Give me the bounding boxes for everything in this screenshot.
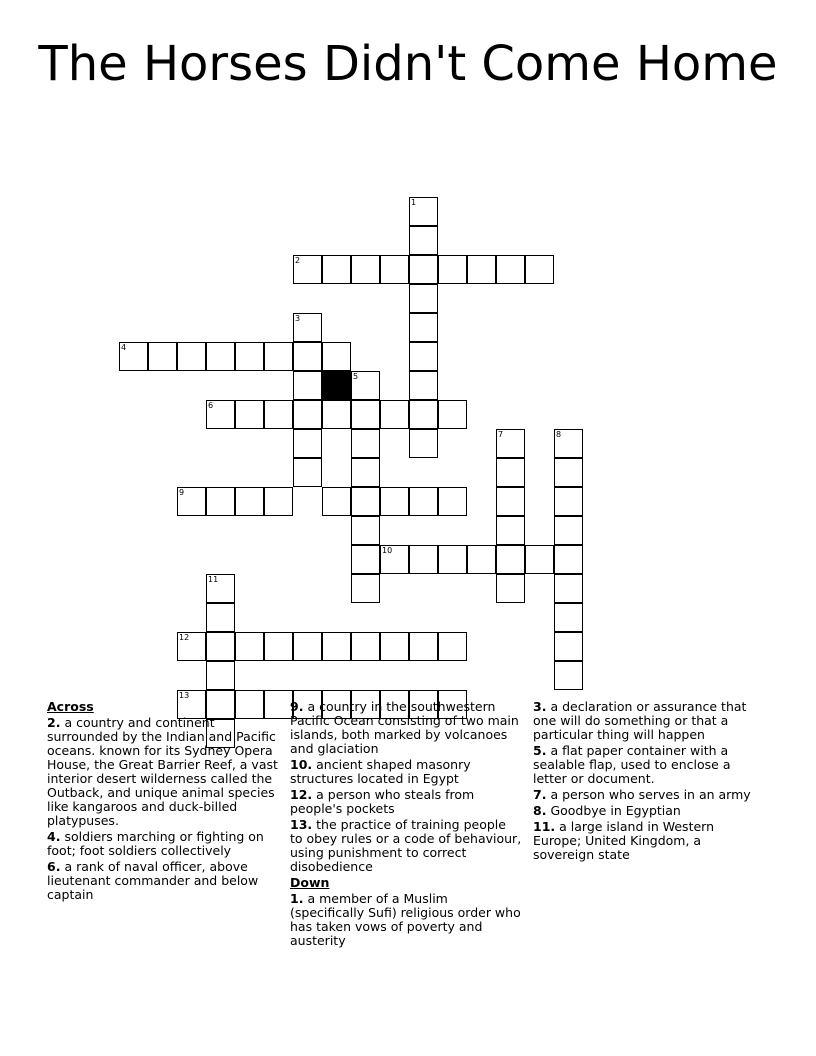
clue-number: 4	[121, 343, 127, 352]
grid-cell[interactable]	[409, 197, 438, 226]
grid-cell[interactable]	[554, 574, 583, 603]
grid-cell[interactable]	[351, 545, 380, 574]
grid-cell[interactable]	[409, 226, 438, 255]
clue-down-11: 11. a large island in Western Europe; United Kingdom, a sovereign state	[533, 819, 715, 862]
clue-number: 6	[208, 401, 214, 410]
clue-number: 2	[295, 256, 301, 265]
grid-cell[interactable]	[351, 516, 380, 545]
grid-cell[interactable]	[235, 487, 264, 516]
grid-cell[interactable]	[322, 255, 351, 284]
clue-number: 12	[179, 633, 190, 642]
grid-cell[interactable]	[206, 574, 235, 603]
grid-cell[interactable]	[293, 371, 322, 400]
grid-cell[interactable]	[496, 574, 525, 603]
grid-cell[interactable]	[438, 545, 467, 574]
grid-cell[interactable]	[380, 400, 409, 429]
grid-cell[interactable]	[380, 545, 409, 574]
grid-cell[interactable]	[409, 487, 438, 516]
grid-cell[interactable]	[554, 487, 583, 516]
clue-across-4: 4. soldiers marching or fighting on foot; foot soldiers collectively	[47, 829, 264, 858]
clue-across-9: 9. a country in the southwestern Pacific Ocean consisting of two main islands, both marked by volcanoes and glaciation	[290, 699, 519, 756]
grid-cell[interactable]	[235, 632, 264, 661]
grid-cell[interactable]	[409, 545, 438, 574]
black-cell	[322, 371, 351, 400]
grid-cell[interactable]	[119, 342, 148, 371]
grid-cell[interactable]	[351, 487, 380, 516]
grid-cell[interactable]	[496, 545, 525, 574]
grid-cell[interactable]	[322, 400, 351, 429]
grid-cell[interactable]	[554, 603, 583, 632]
grid-cell[interactable]	[351, 255, 380, 284]
down-heading: Down	[290, 875, 330, 890]
grid-cell[interactable]	[554, 429, 583, 458]
grid-cell[interactable]	[293, 342, 322, 371]
grid-cell[interactable]	[554, 545, 583, 574]
grid-cell[interactable]	[293, 429, 322, 458]
grid-cell[interactable]	[496, 458, 525, 487]
clues-column-3	[533, 700, 765, 864]
grid-cell[interactable]	[206, 400, 235, 429]
grid-cell[interactable]	[496, 487, 525, 516]
grid-cell[interactable]	[438, 632, 467, 661]
clue-down-3: 3. a declaration or assurance that one will do something or that a particular thing will happen	[533, 699, 747, 742]
grid-cell[interactable]	[206, 661, 235, 690]
grid-cell[interactable]	[177, 342, 206, 371]
grid-cell[interactable]	[380, 487, 409, 516]
grid-cell[interactable]	[496, 429, 525, 458]
clue-number: 1	[411, 198, 417, 207]
grid-cell[interactable]	[409, 342, 438, 371]
grid-cell[interactable]	[409, 313, 438, 342]
grid-cell[interactable]	[438, 255, 467, 284]
grid-cell[interactable]	[264, 487, 293, 516]
grid-cell[interactable]	[438, 487, 467, 516]
clue-down-7: 7. a person who serves in an army	[533, 787, 751, 802]
clue-number: 10	[382, 546, 393, 555]
grid-cell[interactable]	[293, 632, 322, 661]
grid-cell[interactable]	[496, 516, 525, 545]
grid-cell[interactable]	[235, 342, 264, 371]
grid-cell[interactable]	[380, 255, 409, 284]
grid-cell[interactable]	[496, 255, 525, 284]
clue-across-2: 2. a country and continent surrounded by the Indian and Pacific oceans. known for its Sydney Opera House, the Great Barrier Reef, a vast interior desert wilderness called the Outback, and unique animal species like kangaroos and duck-billed platypuses.	[47, 715, 278, 828]
grid-cell[interactable]	[264, 400, 293, 429]
grid-cell[interactable]	[206, 632, 235, 661]
grid-cell[interactable]	[177, 487, 206, 516]
grid-cell[interactable]	[467, 255, 496, 284]
clue-down-8: 8. Goodbye in Egyptian	[533, 803, 681, 818]
grid-cell[interactable]	[467, 545, 496, 574]
grid-cell[interactable]	[293, 400, 322, 429]
grid-cell[interactable]	[293, 313, 322, 342]
grid-cell[interactable]	[525, 545, 554, 574]
clue-across-6: 6. a rank of naval officer, above lieutenant commander and below captain	[47, 859, 259, 902]
clue-number: 13	[179, 691, 190, 700]
across-heading: Across	[47, 699, 94, 714]
grid-cell[interactable]	[438, 400, 467, 429]
clue-across-12: 12. a person who steals from people's pockets	[290, 787, 475, 816]
puzzle-title: The Horses Didn't Come Home	[38, 36, 778, 92]
grid-cell[interactable]	[206, 603, 235, 632]
grid-cell[interactable]	[264, 632, 293, 661]
grid-cell[interactable]	[351, 632, 380, 661]
grid-cell[interactable]	[409, 371, 438, 400]
grid-cell[interactable]	[206, 487, 235, 516]
grid-cell[interactable]	[554, 458, 583, 487]
grid-cell[interactable]	[380, 632, 409, 661]
grid-cell[interactable]	[409, 429, 438, 458]
clues-column-1	[47, 700, 283, 904]
grid-cell[interactable]	[322, 342, 351, 371]
grid-cell[interactable]	[322, 632, 351, 661]
grid-cell[interactable]	[264, 342, 293, 371]
grid-cell[interactable]	[351, 458, 380, 487]
clue-number: 5	[353, 372, 359, 381]
grid-cell[interactable]	[554, 516, 583, 545]
clues-column-2	[290, 700, 522, 950]
grid-cell[interactable]	[206, 342, 235, 371]
clue-number: 11	[208, 575, 219, 584]
grid-cell[interactable]	[351, 400, 380, 429]
grid-cell[interactable]	[148, 342, 177, 371]
clue-number: 3	[295, 314, 301, 323]
clue-number: 8	[556, 430, 562, 439]
grid-cell[interactable]	[409, 400, 438, 429]
grid-cell[interactable]	[351, 574, 380, 603]
grid-cell[interactable]	[525, 255, 554, 284]
grid-cell[interactable]	[409, 632, 438, 661]
grid-cell[interactable]	[351, 429, 380, 458]
clue-across-13: 13. the practice of training people to obey rules or a code of behaviour, using punishment to correct disobedience	[290, 817, 522, 874]
grid-cell[interactable]	[409, 284, 438, 313]
clue-across-10: 10. ancient shaped masonry structures located in Egypt	[290, 757, 471, 786]
grid-cell[interactable]	[293, 458, 322, 487]
grid-cell[interactable]	[177, 632, 206, 661]
clue-down-5: 5. a flat paper container with a sealable flap, used to enclose a letter or document.	[533, 743, 731, 786]
clue-down-1: 1. a member of a Muslim (specifically Sufi) religious order who has taken vows of poverty and austerity	[290, 891, 521, 948]
clue-number: 9	[179, 488, 185, 497]
grid-cell[interactable]	[409, 255, 438, 284]
grid-cell[interactable]	[554, 661, 583, 690]
grid-cell[interactable]	[235, 400, 264, 429]
grid-cell[interactable]	[322, 487, 351, 516]
grid-cell[interactable]	[351, 371, 380, 400]
grid-cell[interactable]	[293, 255, 322, 284]
clue-number: 7	[498, 430, 504, 439]
grid-cell[interactable]	[554, 632, 583, 661]
